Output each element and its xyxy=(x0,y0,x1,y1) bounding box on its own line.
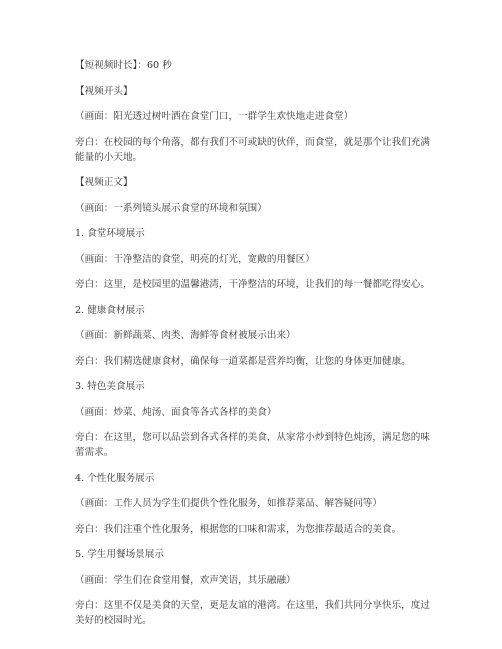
narration: 旁白：在这里，您可以品尝到各式各样的美食，从家常小炒到特色炖汤，满足您的味蕾需求。 xyxy=(75,432,430,458)
narration: 旁白：在校园的每个角落，都有我们不可或缺的伙伴，而食堂，就是那个让我们充满能量的小天地。 xyxy=(75,136,430,163)
section-heading-main: 【视频正文】 xyxy=(75,177,133,188)
scene-description: （画面：学生们在食堂用餐，欢声笑语，其乐融融） xyxy=(75,574,296,586)
narration: 旁白：我们精选健康食材，确保每一道菜都是营养均衡，让您的身体更加健康。 xyxy=(75,355,411,367)
scene-description: （画面：一系列镜头展示食堂的环境和氛围） xyxy=(75,202,267,214)
narration: 旁白：这里不仅是美食的天堂，更是友谊的港湾。在这里，我们共同分享快乐，度过美好的校园时光。 xyxy=(75,600,430,626)
item-heading: 5. 学生用餐场景展示 xyxy=(75,549,164,560)
narration: 旁白：这里，是校园里的温馨港湾，干净整洁的环境，让我们的每一餐都吃得安心。 xyxy=(75,279,430,290)
document-body xyxy=(75,58,435,639)
section-heading-opening: 【视频开头】 xyxy=(75,85,133,97)
scene-description: （画面：干净整洁的食堂，明亮的灯光，宽敞的用餐区） xyxy=(75,253,315,265)
scene-description: （画面：工作人员为学生们提供个性化服务，如推荐菜品、解答疑问等） xyxy=(75,498,382,509)
item-heading: 1. 食堂环境展示 xyxy=(75,228,145,239)
item-heading: 4. 个性化服务展示 xyxy=(75,472,155,484)
scene-description: （画面：炒菜、炖汤、面食等各式各样的美食） xyxy=(75,406,277,418)
duration-line: 【短视频时长】：60 秒 xyxy=(75,60,172,71)
item-heading: 2. 健康食材展示 xyxy=(75,304,145,316)
scene-description: （画面：新鲜蔬菜、肉类、海鲜等食材被展示出来） xyxy=(75,330,296,341)
scene-description: （画面：阳光透过树叶洒在食堂门口，一群学生欢快地走进食堂） xyxy=(75,111,354,122)
narration: 旁白：我们注重个性化服务，根据您的口味和需求，为您推荐最适合的美食。 xyxy=(75,523,402,535)
item-heading: 3. 特色美食展示 xyxy=(75,381,145,392)
